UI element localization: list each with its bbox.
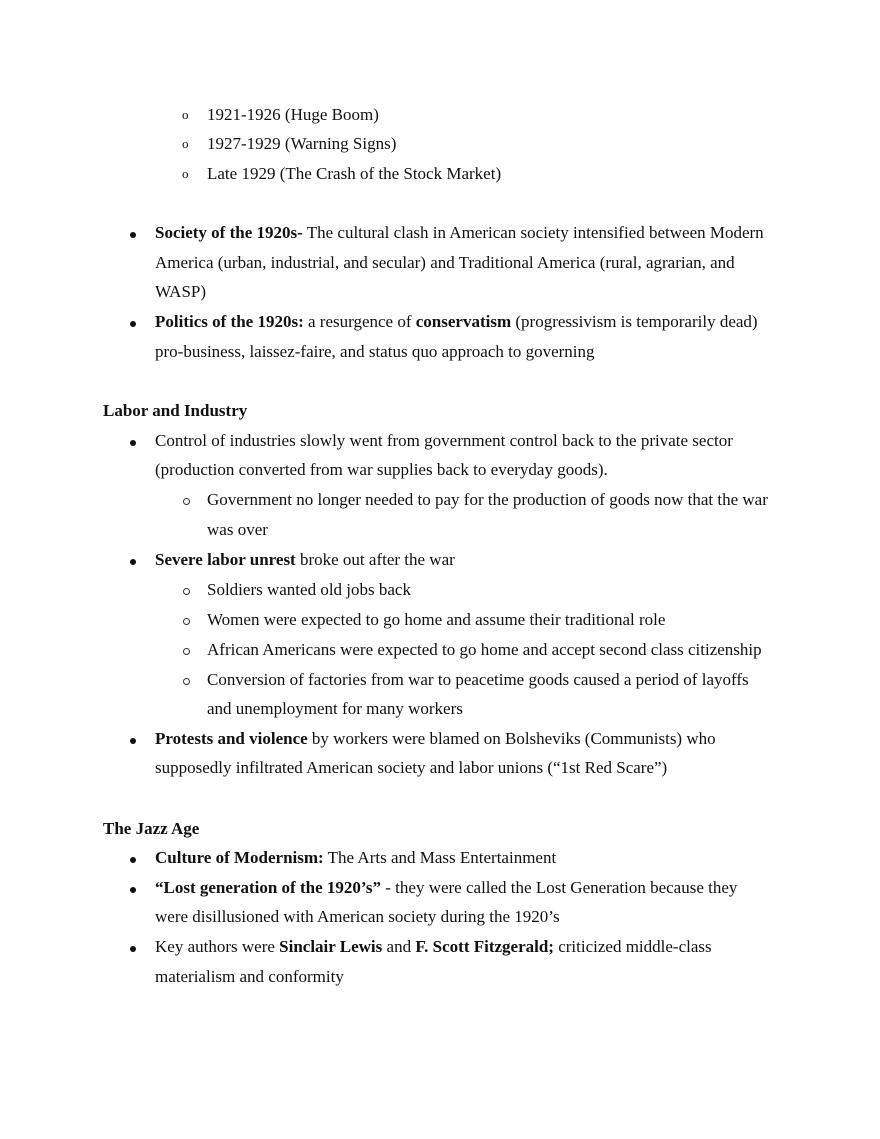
- text-line: [155, 430, 733, 452]
- text-run: WASP): [155, 282, 207, 301]
- bold-text: F. Scott Fitzgerald;: [415, 937, 554, 956]
- text-line: [207, 163, 501, 185]
- bullet-icon: [130, 936, 136, 958]
- text-line: [155, 847, 556, 869]
- bold-text: The Jazz Age: [103, 819, 200, 838]
- text-run: Key authors were: [155, 937, 280, 956]
- text-run: 1927-1929 (Warning Signs): [207, 134, 397, 153]
- text-line: [155, 906, 560, 928]
- bold-text: Politics of the 1920s:: [155, 312, 304, 331]
- text-line: [155, 311, 758, 333]
- circle-bullet-icon: [183, 609, 190, 631]
- bullet-icon: [130, 222, 136, 244]
- section-heading: [103, 818, 199, 840]
- text-run: Control of industries slowly went from government control back to the private sector: [155, 431, 733, 450]
- text-run: criticized middle-class: [553, 937, 712, 956]
- circle-bullet-icon: [183, 489, 190, 511]
- text-line: [207, 489, 768, 511]
- text-run: broke out after the war: [295, 550, 455, 569]
- text-run: pro-business, laissez-faire, and status quo approach to governing: [155, 342, 595, 361]
- bold-text: Culture of Modernism:: [155, 848, 324, 867]
- text-run: Late 1929 (The Crash of the Stock Market): [207, 164, 502, 183]
- text-run: by workers were blamed on Bolsheviks (Communists) who: [307, 729, 716, 748]
- circle-bullet-icon: [183, 579, 190, 601]
- bold-text: Labor and Industry: [103, 401, 248, 420]
- text-run: supposedly infiltrated American society and labor unions (“1st Red Scare”): [155, 758, 668, 777]
- sub-bullet-icon: o: [182, 136, 189, 151]
- text-line: [155, 459, 608, 481]
- text-line: [207, 669, 749, 691]
- text-line: [155, 341, 595, 363]
- text-run: and unemployment for many workers: [207, 699, 463, 718]
- text-line: [207, 609, 665, 631]
- sub-bullet-icon: o: [182, 166, 189, 181]
- text-run: Government no longer needed to pay for the production of goods now that the war: [207, 490, 768, 509]
- text-run: a resurgence of: [303, 312, 416, 331]
- text-line: [155, 936, 712, 958]
- bullet-icon: [130, 549, 136, 571]
- text-run: - they were called the Lost Generation because they: [381, 878, 738, 897]
- bold-text: Protests and violence: [155, 729, 308, 748]
- sub-bullet-icon: o: [182, 107, 189, 122]
- text-line: [207, 104, 379, 126]
- bullet-icon: [130, 430, 136, 452]
- circle-bullet-icon: [183, 639, 190, 661]
- text-run: 1921-1926 (Huge Boom): [207, 105, 379, 124]
- text-run: The Arts and Mass Entertainment: [323, 848, 557, 867]
- bullet-icon: [130, 847, 136, 869]
- bullet-icon: [130, 311, 136, 333]
- bold-text: Society of the 1920s-: [155, 223, 303, 242]
- text-run: were disillusioned with American society during the 1920’s: [155, 907, 560, 926]
- circle-bullet-icon: [183, 669, 190, 691]
- text-run: (progressivism is temporarily dead): [511, 312, 758, 331]
- text-line: [155, 222, 764, 244]
- text-run: materialism and conformity: [155, 967, 344, 986]
- text-line: [207, 639, 762, 661]
- text-run: America (urban, industrial, and secular) and Traditional America (rural, agrarian, and: [155, 253, 735, 272]
- text-line: [155, 877, 737, 899]
- text-run: African Americans were expected to go home and accept second class citizenship: [207, 640, 762, 659]
- text-line: [155, 728, 716, 750]
- text-line: [207, 698, 463, 720]
- bold-text: Severe labor unrest: [155, 550, 296, 569]
- text-line: [207, 133, 396, 155]
- bold-text: Sinclair Lewis: [279, 937, 383, 956]
- text-line: [207, 519, 268, 541]
- text-line: [155, 966, 344, 988]
- text-line: [155, 252, 735, 274]
- text-run: was over: [207, 520, 268, 539]
- text-run: Soldiers wanted old jobs back: [207, 580, 411, 599]
- section-heading: [103, 400, 247, 422]
- text-line: [207, 579, 411, 601]
- text-run: (production converted from war supplies back to everyday goods).: [155, 460, 608, 479]
- text-run: Conversion of factories from war to peacetime goods caused a period of layoffs: [207, 670, 749, 689]
- bullet-icon: [130, 728, 136, 750]
- text-line: [155, 757, 667, 779]
- bold-text: “Lost generation of the 1920’s”: [155, 878, 382, 897]
- text-run: Women were expected to go home and assume their traditional role: [207, 610, 666, 629]
- bullet-icon: [130, 877, 136, 899]
- text-line: [155, 281, 206, 303]
- text-line: [155, 549, 455, 571]
- text-run: and: [382, 937, 416, 956]
- text-run: The cultural clash in American society intensified between Modern: [302, 223, 764, 242]
- bold-text: conservatism: [415, 312, 512, 331]
